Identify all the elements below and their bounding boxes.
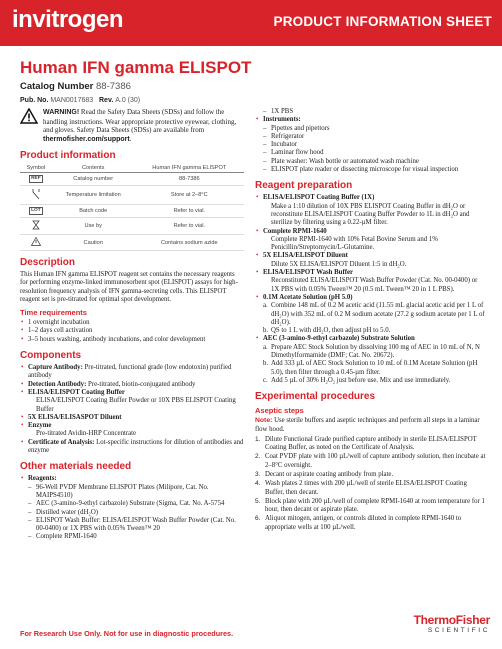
table-row: Use by Refer to vial. — [20, 218, 244, 235]
catalog-number: Catalog Number 88-7386 — [20, 81, 131, 92]
list-item: • Capture Antibody: Pre-titrated, functional grade (low endotoxin) purified antibody — [20, 364, 244, 381]
table-row: Temperature limitation Store at 2–8°C — [20, 186, 244, 205]
list-item: • 1 overnight incubation — [20, 319, 244, 327]
list-item: • Reagents: – 96-Well PVDF Membrane ELISPOT Plates (Milipore, Cat. No. MAIPS4510) – AEC (3-amino-9-ethyl carbazole) Substrate (Sigma, Cat. No. A-5754 – Distilled water (dH₂O) – ELISPOT Wash Buffer: ELISA/ELISPOT Wash Buffer Powder (Cat. No. 00-0400) or 1X PBS with 0.05% Tween™ 20 – Complete RPMI-1640 — [20, 475, 244, 541]
list-item: • 0.1M Acetate Solution (pH 5.0) a. Combine 148 mL of 0.2 M acetic acid (11.55 mL glacial acetic acid per 1 L of dH₂O) with 352 mL of 0.2 M sodium acetate (27.2 g sodium acetate per 1 L of dH₂O). b. QS to 1 L with dH₂O, then adjust pH to 5.0. — [255, 294, 487, 335]
list-item: 2. Coat PVDF plate with 100 µL/well of capture antibody solution, then incubate at 2–8°C overnight. — [255, 453, 486, 469]
warning-text: Read the Safety Data Sheets (SDSs) and follow the handling instructions. Wear appropriate protective eyewear, clothing, and gloves. Safety Data Sheets (SDSs) are available from — [43, 108, 237, 134]
warning-box: WARNING! Read the Safety Data Sheets (SDSs) and follow the handling instructions. Wear appropriate protective eyewear, clothing, and gloves. Safety Data Sheets (SDSs) are available from thermofisher.com/support. — [20, 108, 244, 144]
time-requirements-heading: Time requirements — [20, 308, 87, 318]
product-info-table: Symbol Contents Human IFN gamma ELISPOT REF Catalog number 88-7386 Temperature limitation Store at 2–8°C LOT Batch code Refer to vial. Use by Refer to vial. Caution Contains sodium azide — [20, 164, 244, 251]
list-item: • Detection Antibody: Pre-titrated, biotin-conjugated antibody — [20, 381, 244, 389]
list-item: 1. Dilute Functional Grade purified capture antibody in sterile ELISA/ELISPOT Coating Buffer, as noted on the Certificate of Analysis. — [255, 435, 477, 452]
list-item: • Complete RPMI-1640 Complete RPMI-1640 with 10% Fetal Bovine Serum and 1% Penicillin/Streptomycin/L-Glutamine. — [255, 228, 487, 253]
description-text: This Human IFN gamma ELISPOT reagent set contains the necessary reagents for performing enzyme-linked immunosorbent spot (ELISPOT) assays for high-resolution frequency analysis of IFN gamma-secreting cells. This ELISPOT reagent set is pre-titrated for optimal spot development. — [20, 271, 238, 303]
list-item: • Instruments: – Pipettes and pipettors – Refrigerator – Incubator – Laminar flow hood – Plate washer: Wash bottle or automated wash machine – ELISPOT plate reader or dissecting microscope for visual inspection — [255, 116, 487, 174]
procedure-note: Note: Use sterile buffers and aseptic techniques and perform all steps in a laminar flow hood. — [255, 417, 480, 433]
right-column — [255, 108, 487, 533]
instruments-list — [255, 116, 487, 174]
reagent-prep-heading: Reagent preparation — [255, 180, 353, 192]
left-column — [20, 108, 244, 542]
time-requirements-list — [20, 319, 244, 344]
list-item: 3. Decant or aspirate coating antibody from plate. — [255, 470, 394, 478]
list-item: • 5X ELISA/ELISPOT Diluent Dilute 5X ELISA/ELISPOT Diluent 1:5 in dH₂O. — [255, 252, 487, 269]
list-item: • 1–2 days cell activation — [20, 327, 244, 335]
brand-logo: invitrogen — [12, 6, 124, 33]
sheet-title: PRODUCT INFORMATION SHEET — [273, 14, 492, 29]
publication-number: Pub. No. MAN0017683 Rev. A.0 (30) — [20, 97, 141, 104]
description-heading: Description — [20, 257, 76, 268]
warning-icon — [20, 108, 38, 124]
caution-icon — [31, 242, 41, 248]
footer-disclaimer: For Research Use Only. Not for use in diagnostic procedures. — [20, 629, 234, 638]
list-item: • ELISA/ELISPOT Coating Buffer (1X) Make a 1:10 dilution of 10X PBS ELISPOT Coating Buffer in dH₂O or reconstitute ELISA/ELISPOT Coating Buffer Powder to 1L in dH₂O and sterilize by filtering using a 0.22-µM filter. — [255, 194, 487, 227]
table-row: Caution Contains sodium azide — [20, 235, 244, 251]
other-materials-heading: Other materials needed — [20, 461, 132, 473]
ref-icon: REF — [31, 176, 41, 181]
thermofisher-logo: ThermoFisher SCIENTIFIC — [413, 613, 490, 634]
procedure-steps — [255, 436, 487, 532]
temperature-icon — [31, 196, 41, 202]
aseptic-steps-heading: Aseptic steps — [255, 406, 304, 416]
list-item: 6. Aliquot mitogen, antigen, or controls diluted in complete RPMI-1640 to appropriate wells at 100 µL/well. — [255, 515, 462, 531]
support-link[interactable]: thermofisher.com/support — [43, 135, 130, 143]
components-heading: Components — [20, 350, 82, 362]
reagents-continued: – 1X PBS — [255, 108, 487, 116]
list-item: • ELISA/ELISPOT Coating Buffer ELISA/ELISPOT Coating Buffer Powder or 10X PBS ELISPOT Coating Buffer — [20, 389, 244, 414]
list-item: • 5X ELISA/ELISASPOT Diluent — [20, 414, 244, 422]
list-item: • 3–5 hours washing, antibody incubations, and color development — [20, 336, 244, 344]
list-item: 4. Wash plates 2 times with 200 µL/well of sterile ELISA/ELISPOT Coating Buffer, then decant. — [255, 480, 467, 496]
lot-icon: LOT — [31, 208, 41, 213]
other-materials-list — [20, 475, 244, 541]
list-item: • AEC (3-amino-9-ethyl carbazole) Substrate Solution a. Prepare AEC Stock Solution by dissolving 100 mg of AEC in 10 mL of N, N Dimethylformamide (DMF; Cat. No. 20672). b. Add 333 µL of AEC Stock Solution to 10 mL of 0.1M Acetate Solution (pH 5.0), then filter through a 0.45-µm filter. c. Add 5 µL of 30% H₂O₂ just before use. Mix and use immediately. — [255, 335, 487, 385]
components-list — [20, 364, 244, 455]
list-item: • Certificate of Analysis: Lot-specific instructions for dilution of antibodies and enzyme — [20, 439, 244, 456]
list-item: • ELISA/ELISPOT Wash Buffer Reconstituted ELISA/ELISPOT Wash Buffer Powder (Cat. No. 00-0400) or 1X PBS with 0.05% Tween™ 20 (0.5 mL Tween™ 20 in 1 L PBS). — [255, 269, 487, 294]
list-item: 5. Block plate with 200 µL/well of complete RPMI-1640 at room temperature for 1 hour, then decant or aspirate plate. — [255, 497, 485, 514]
warning-heading: WARNING! — [43, 109, 80, 116]
table-row: LOT Batch code Refer to vial. — [20, 205, 244, 218]
product-info-heading: Product information — [20, 150, 116, 161]
reagent-prep-list — [255, 194, 487, 385]
hourglass-icon — [32, 226, 40, 232]
list-item: • Enzyme Pre-titrated Avidin-HRP Concentrate — [20, 422, 244, 439]
page-title: Human IFN gamma ELISPOT — [20, 58, 252, 77]
procedures-heading: Experimental procedures — [255, 391, 376, 403]
header-banner — [0, 0, 502, 46]
table-row: REF Catalog number 88-7386 — [20, 173, 244, 186]
